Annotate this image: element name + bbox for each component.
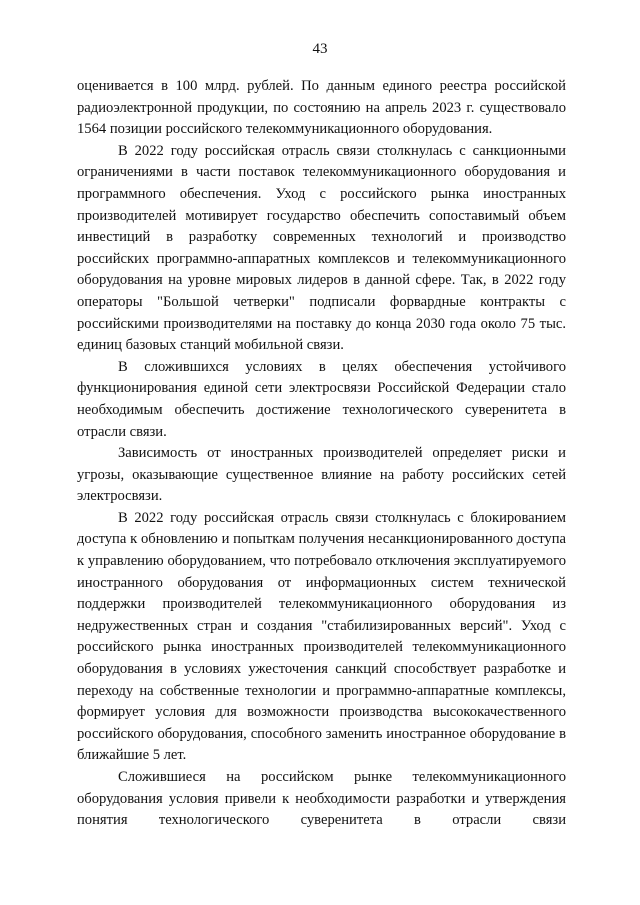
paragraph-market-conditions: Сложившиеся на российском рынке телекоммуникационного оборудования условия привели к необходимости разработки и утверждения понятия технологического суверенитета в отрасли связи [77,769,566,829]
paragraph-continuation: оценивается в 100 млрд. рублей. По данным единого реестра российской радиоэлектронной продукции, по состоянию на апрель 2023 г. существовало 1564 позиции российского телекоммуникационного оборудования. [77,78,566,138]
page-number: 43 [312,41,328,57]
paragraph-foreign-dependence: Зависимость от иностранных производителей определяет риски и угрозы, оказывающие существенное влияние на работу российских сетей электросвязи. [77,445,566,505]
paragraph-sanctions-2022: В 2022 году российская отрасль связи столкнулась с санкционными ограничениями в части поставок телекоммуникационного оборудования и программного обеспечения. Уход с российского рынка иностранных производителей мотивирует государство обеспечить сопоставимый объем инвестиций в разработку современных технологий и производство российских программно-аппаратных комплексов и телекоммуникационного оборудования на уровне мировых лидеров в данной сфере. Так, в 2022 году операторы "Большой четверки" подписали форвардные контракты с российскими производителями на поставку до конца 2030 года около 75 тыс. единиц базовых станций мобильной связи. [77,142,566,354]
body-text [77,76,566,832]
paragraph-access-blocking: В 2022 году российская отрасль связи столкнулась с блокированием доступа к обновлению и попыткам получения несанкционированного доступа к управлению оборудованием, что потребовало отключения эксплуатируемого иностранного оборудования от информационных систем технической поддержки производителей телекоммуникационного оборудования из недружественных стран и создания "стабилизированных версий". Уход с российского рынка иностранных производителей телекоммуникационного оборудования в условиях ужесточения санкций способствует разработке и переходу на собственные технологии и программно-аппаратные комплексы, формирует условия для возможности производства высококачественного российского оборудования, способного заменить иностранное оборудование в ближайшие 5 лет. [77,509,566,764]
paragraph-technological-sovereignty: В сложившихся условиях в целях обеспечения устойчивого функционирования единой сети электросвязи Российской Федерации стало необходимым обеспечить достижение технологического суверенитета в отрасли связи. [77,358,566,440]
